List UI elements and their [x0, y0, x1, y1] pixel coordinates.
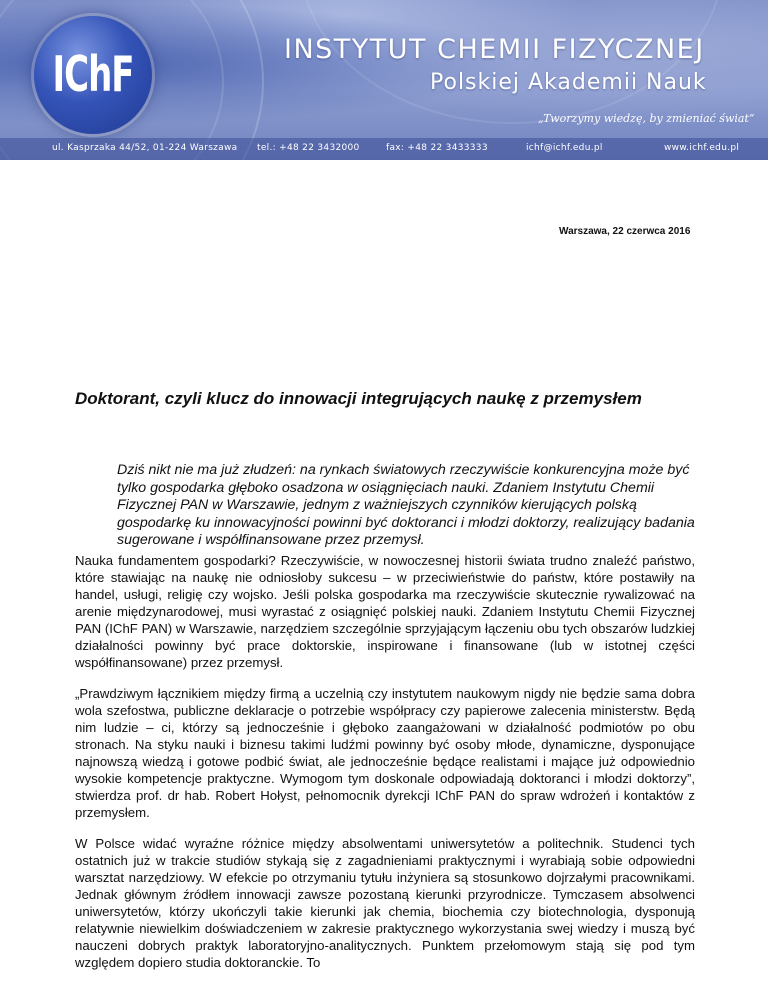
document-date: Warszawa, 22 czerwca 2016: [559, 226, 691, 237]
contact-address: ul. Kasprzaka 44/52, 01-224 Warszawa: [52, 143, 238, 153]
document-headline: Doktorant, czyli klucz do innowacji integrujących naukę z przemysłem: [75, 389, 642, 408]
body-paragraph: „Prawdziwym łącznikiem między firmą a uczelnią czy instytutem naukowym nigdy nie będzie sama dobra wola szefostwa, publiczne deklaracje o potrzebie współpracy czy papierowe zalecenia ministerstw. Będą nim ludzie – ci, którzy są jednocześnie i głęboko zaangażowani w działalność podmiotów po obu stronach. Na styku nauki i biznesu takimi ludźmi powinny być osoby młode, dynamiczne, dysponujące najnowszą wiedzą i gotowe podbić świat, ale jednocześnie będące realistami i mające już odpowiednio wysokie kompetencje praktyczne. Wymogom tym doskonale odpowiadają doktoranci i młodzi doktorzy”, stwierdza prof. dr hab. Robert Hołyst, pełnomocnik dyrekcji IChF PAN do spraw wdrożeń i kontaktów z przemysłem.: [75, 686, 695, 820]
institute-subtitle: Polskiej Akademii Nauk: [430, 70, 707, 95]
contact-fax: fax: +48 22 3433333: [386, 143, 488, 153]
contact-bar: [0, 138, 768, 160]
contact-email: ichf@ichf.edu.pl: [526, 143, 603, 153]
body-paragraph: Nauka fundamentem gospodarki? Rzeczywiście, w nowoczesnej historii świata trudno znaleźć państwo, które stawiając na naukę nie odniosłoby sukcesu – w przeciwieństwie do państw, które postawiły na handel, usługi, religię czy wojsko. Jeśli polska gospodarka ma rzeczywiście skutecznie rywalizować na arenie międzynarodowej, musi wyrastać z osiągnięć polskiej nauki. Zdaniem Instytutu Chemii Fizycznej PAN (IChF PAN) w Warszawie, narzędziem szczególnie sprzyjającym łączeniu obu tych obszarów ludzkiej działalności powinny być prace doktorskie, inspirowane i finansowane (lub w istotnej części współfinansowane) przez przemysł.: [75, 553, 695, 670]
contact-phone: tel.: +48 22 3432000: [257, 143, 360, 153]
institute-motto: „Tworzymy wiedzę, by zmieniać świat”: [538, 112, 755, 125]
letterhead-banner: [0, 0, 768, 160]
body-paragraph: W Polsce widać wyraźne różnice między absolwentami uniwersytetów a politechnik. Studenci tych ostatnich już w trakcie studiów stykają się z zagadnieniami praktycznymi i wyrabiają sobie odpowiedni warsztat narzędziowy. W efekcie po otrzymaniu tytułu inżyniera są stosunkowo dojrzałymi pracownikami. Jednak głównym źródłem innowacji zawsze pozostaną kierunki przyrodnicze. Tymczasem absolwenci uniwersytetów, którzy ukończyli takie kierunki jak chemia, biochemia czy biotechnologia, dysponują relatywnie niewielkim doświadczeniem w zakresie praktycznego wykorzystania swej wiedzy i muszą być nauczeni dobrych praktyk laboratoryjno-analitycznych. Punktem przełomowym stają się pod tym względem dopiero studia doktoranckie. To: [75, 836, 695, 970]
document-lead: Dziś nikt nie ma już złudzeń: na rynkach światowych rzeczywiście konkurencyjna może być tylko gospodarka głęboko osadzona w osiągnięciach nauki. Zdaniem Instytutu Chemii Fizycznej PAN w Warszawie, jednym z ważniejszych czynników kierujących polską gospodarkę ku innowacyjności powinni być doktoranci i młodzi doktorzy, realizujący badania sugerowane i współfinansowane przez przemysł.: [117, 462, 695, 549]
contact-website: www.ichf.edu.pl: [664, 143, 740, 153]
logo-text: IChF: [52, 46, 134, 104]
ichf-logo: [34, 16, 152, 134]
institute-name: INSTYTUT CHEMII FIZYCZNEJ: [284, 34, 705, 65]
